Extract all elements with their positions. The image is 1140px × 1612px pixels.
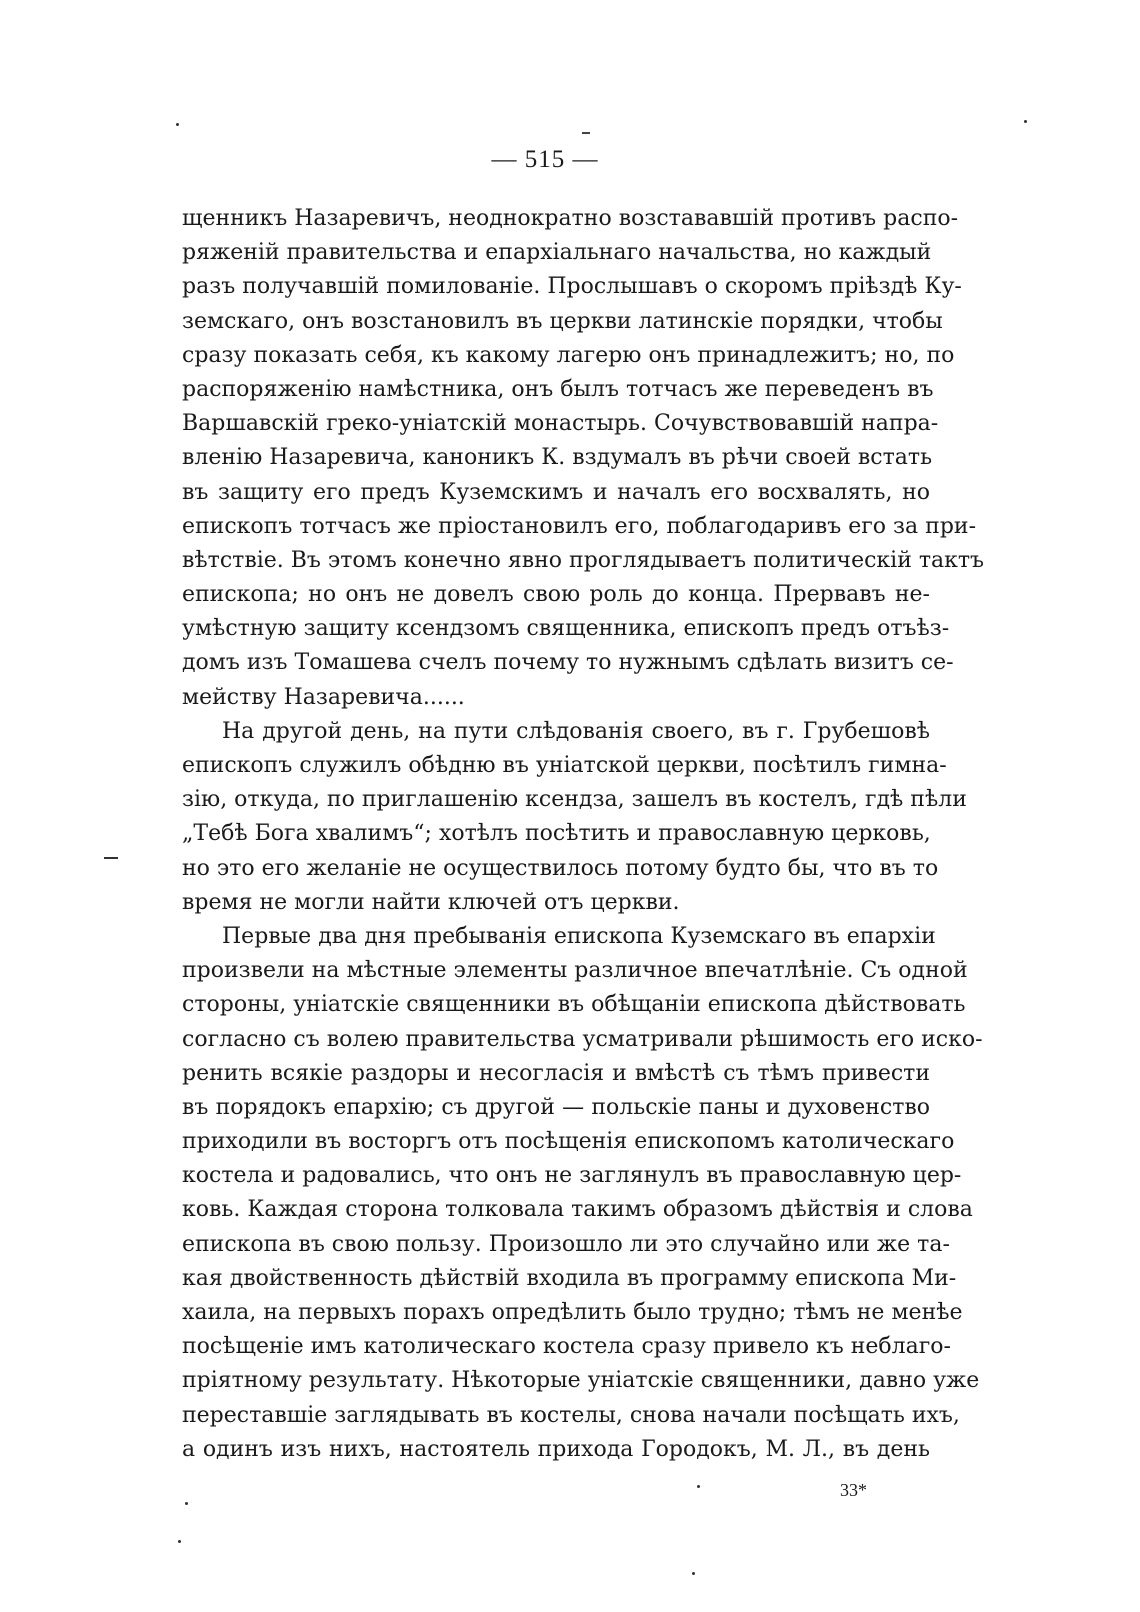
text-line: зію, откуда, по приглашенію ксендза, зашелъ въ костелъ, гдѣ пѣли: [182, 787, 967, 813]
text-line: На другой день, на пути слѣдованія своего, въ г. Грубешовѣ: [222, 718, 930, 744]
text-line: но это его желаніе не осуществилось потому будто бы, что въ то: [182, 855, 939, 881]
text-line: епископъ служилъ обѣдню въ уніатской церкви, посѣтилъ гимна-: [182, 753, 947, 778]
text-line: распоряженію намѣстника, онъ былъ тотчасъ же переведенъ въ: [182, 376, 934, 402]
text-line: домъ изъ Томашева счелъ почему то нужнымъ сдѣлать визитъ се-: [182, 650, 954, 676]
print-mark: [582, 132, 590, 134]
text-line: епископа; но онъ не довелъ свою роль до конца. Прервавъ не-: [182, 582, 930, 608]
text-line: а одинъ изъ нихъ, настоятель прихода Городокъ, М. Л., въ день: [182, 1436, 930, 1462]
margin-dash-mark: [104, 857, 118, 859]
text-line: въ порядокъ епархію; съ другой — польскіе паны и духовенство: [182, 1094, 930, 1120]
text-line: „Тебѣ Бога хвалимъ“; хотѣлъ посѣтить и православную церковь,: [182, 821, 931, 847]
text-line: переставшіе заглядывать въ костелы, снова начали посѣщать ихъ,: [182, 1402, 960, 1428]
text-line: сразу показать себя, къ какому лагерю онъ принадлежитъ; но, по: [182, 342, 955, 368]
text-line: пріятному результату. Нѣкоторые уніатскіе священники, давно уже: [182, 1368, 980, 1394]
text-line: согласно съ волею правительства усматривали рѣшимость его иско-: [182, 1026, 983, 1052]
text-line: стороны, уніатскіе священники въ обѣщаніи епископа дѣйствовать: [182, 992, 966, 1018]
text-line: вленію Назаревича, каноникъ К. вздумалъ въ рѣчи своей встать: [182, 445, 933, 471]
text-line: посѣщеніе имъ католическаго костела сразу привело къ неблаго-: [182, 1334, 951, 1360]
text-line: разъ получавшій помилованіе. Прослышавъ о скоромъ пріѣздѣ Ку-: [182, 274, 962, 300]
text-line: умѣстную защиту ксендзомъ священника, епископъ предъ отъѣз-: [182, 616, 950, 642]
text-line: ренить всякіе раздоры и несогласія и вмѣстѣ съ тѣмъ привести: [182, 1060, 930, 1086]
print-speck: [692, 1572, 695, 1575]
text-line: ряженій правительства и епархіальнаго начальства, но каждый: [182, 240, 932, 266]
text-line: приходили въ восторгъ отъ посѣщенія епископомъ католическаго: [182, 1129, 955, 1155]
text-line: земскаго, онъ возстановилъ въ церкви латинскіе порядки, чтобы: [182, 308, 943, 334]
text-line: вѣтствіе. Въ этомъ конечно явно проглядываетъ политическій тактъ: [182, 547, 985, 573]
text-line: костела и радовались, что онъ не заглянулъ въ православную цер-: [182, 1163, 962, 1189]
print-speck: [178, 1540, 181, 1543]
text-line: произвели на мѣстные элементы различное впечатлѣніе. Съ одной: [182, 958, 968, 984]
text-line: щенникъ Назаревичъ, неоднократно возстававшій противъ распо-: [182, 206, 959, 231]
signature-mark: 33*: [840, 1480, 867, 1500]
text-line: Варшавскій греко-уніатскій монастырь. Сочувствовавшій напра-: [182, 411, 939, 437]
text-line: мейству Назаревича......: [182, 684, 465, 710]
text-line: епископъ тотчасъ же пріостановилъ его, поблагодаривъ его за при-: [182, 513, 976, 539]
text-line: ковь. Каждая сторона толковала такимъ образомъ дѣйствія и слова: [182, 1197, 973, 1223]
body-text: [182, 202, 985, 1467]
text-line: хаила, на первыхъ порахъ опредѣлить было трудно; тѣмъ не менѣе: [182, 1300, 963, 1325]
print-speck: [176, 123, 179, 126]
text-line: время не могли найти ключей отъ церкви.: [182, 889, 680, 915]
print-speck: [1024, 120, 1027, 123]
text-line: епископа въ свою пользу. Произошло ли это случайно или же та-: [182, 1231, 950, 1257]
print-speck: [697, 1485, 700, 1488]
page-number: — 515 —: [491, 146, 599, 173]
text-line: Первые два дня пребыванія епископа Куземскаго въ епархіи: [222, 923, 936, 949]
print-speck: [185, 1502, 188, 1505]
text-line: въ защиту его предъ Куземскимъ и началъ его восхвалять, но: [182, 479, 930, 505]
text-line: кая двойственность дѣйствій входила въ программу епископа Ми-: [182, 1265, 957, 1291]
